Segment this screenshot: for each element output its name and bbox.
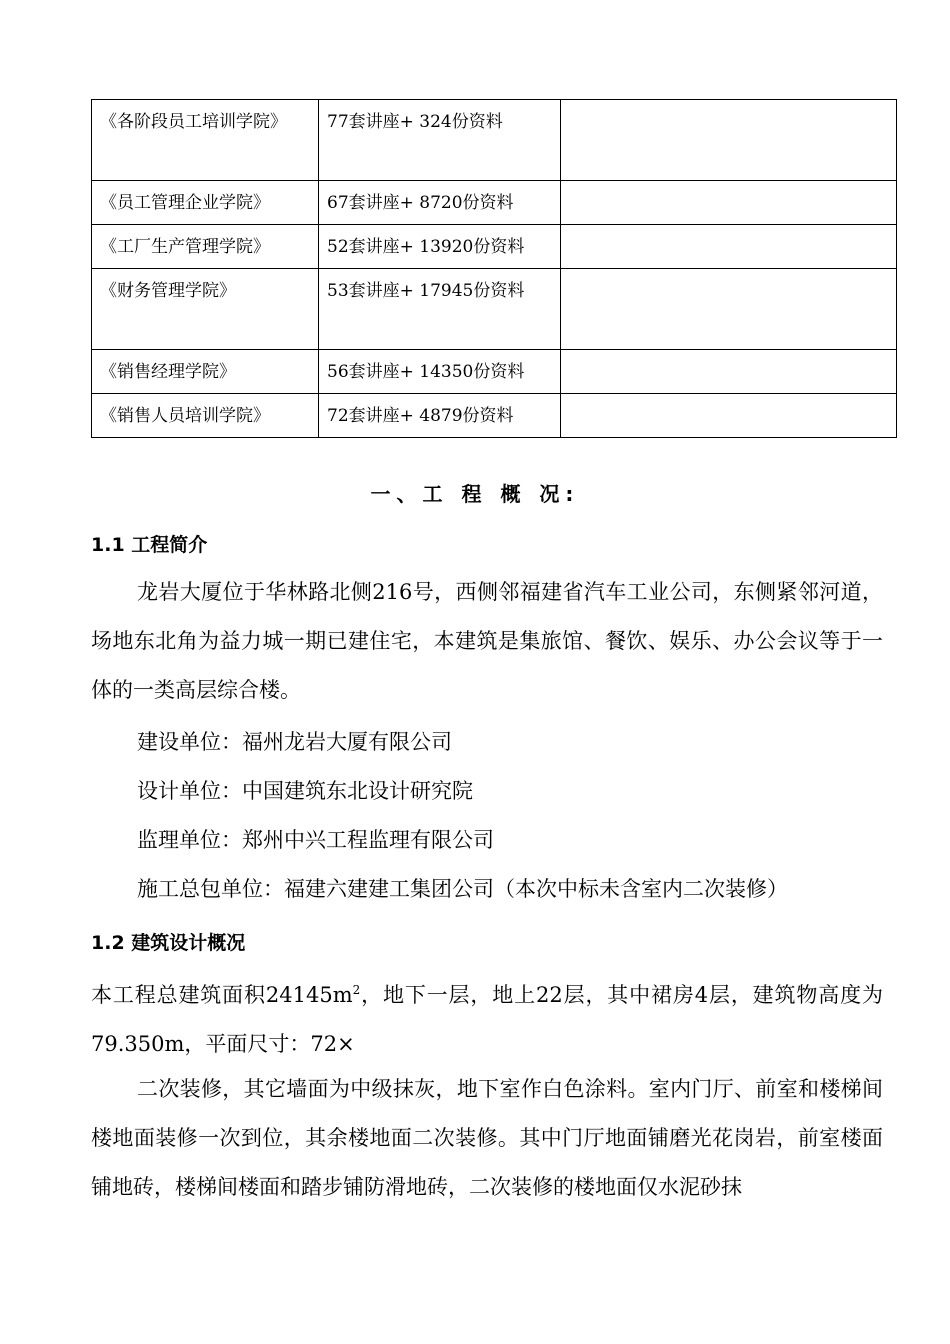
- table-cell-name: 《销售经理学院》: [92, 350, 319, 394]
- designer-line: 设计单位：中国建筑东北设计研究院: [137, 779, 473, 803]
- table-row: [92, 181, 897, 225]
- table-cell-note: [561, 394, 897, 438]
- table-cell-name: 《工厂生产管理学院》: [92, 225, 319, 269]
- table-cell-name: 《财务管理学院》: [92, 269, 319, 350]
- supervisor-line: 监理单位：郑州中兴工程监理有限公司: [137, 828, 494, 852]
- table-cell-note: [561, 350, 897, 394]
- table-cell-content: 77套讲座+ 324份资料: [319, 100, 561, 181]
- table-row: [92, 269, 897, 350]
- subsection-heading-1-2: 1.2 建筑设计概况: [91, 932, 246, 954]
- table-cell-name: 《员工管理企业学院》: [92, 181, 319, 225]
- table-cell-name: 《各阶段员工培训学院》: [92, 100, 319, 181]
- table-cell-content: 56套讲座+ 14350份资料: [319, 350, 561, 394]
- table-row: [92, 394, 897, 438]
- decoration-paragraph: 二次装修，其它墙面为中级抹灰，地下室作白色涂料。室内门厅、前室和楼梯间楼地面装修一次到位，其余楼地面二次装修。其中门厅地面铺磨光花岗岩，前室楼面铺地砖，楼梯间楼面和踏步铺防滑地砖，二次装修的楼地面仅水泥砂抹: [91, 1077, 883, 1199]
- table-cell-content: 67套讲座+ 8720份资料: [319, 181, 561, 225]
- table-cell-name: 《销售人员培训学院》: [92, 394, 319, 438]
- table-row: [92, 100, 897, 181]
- project-intro-paragraph: 龙岩大厦位于华林路北侧216号，西侧邻福建省汽车工业公司，东侧紧邻河道，场地东北角为益力城一期已建住宅，本建筑是集旅馆、餐饮、娱乐、办公会议等于一体的一类高层综合楼。: [91, 580, 883, 702]
- table-cell-content: 52套讲座+ 13920份资料: [319, 225, 561, 269]
- area-text-post: ，地下一层，地上22层，其中裙房4层，建筑物高度为79.350m，平面尺寸：72×: [91, 983, 883, 1056]
- table-row: [92, 225, 897, 269]
- table-row: [92, 350, 897, 394]
- table-cell-content: 53套讲座+ 17945份资料: [319, 269, 561, 350]
- subsection-heading-1-1: 1.1 工程简介: [91, 534, 208, 556]
- owner-line: 建设单位：福州龙岩大厦有限公司: [137, 730, 452, 754]
- table-cell-note: [561, 269, 897, 350]
- table-cell-note: [561, 225, 897, 269]
- area-text-pre: 本工程总建筑面积24145m: [91, 983, 353, 1007]
- area-paragraph: [91, 966, 883, 1069]
- table-cell-content: 72套讲座+ 4879份资料: [319, 394, 561, 438]
- area-superscript: 2: [352, 983, 361, 997]
- table-cell-note: [561, 100, 897, 181]
- table-cell-note: [561, 181, 897, 225]
- resource-table: [91, 99, 897, 438]
- contractor-line: 施工总包单位：福建六建建工集团公司（本次中标未含室内二次装修）: [137, 877, 788, 901]
- section-title: 一、工 程 概 况:: [370, 482, 580, 506]
